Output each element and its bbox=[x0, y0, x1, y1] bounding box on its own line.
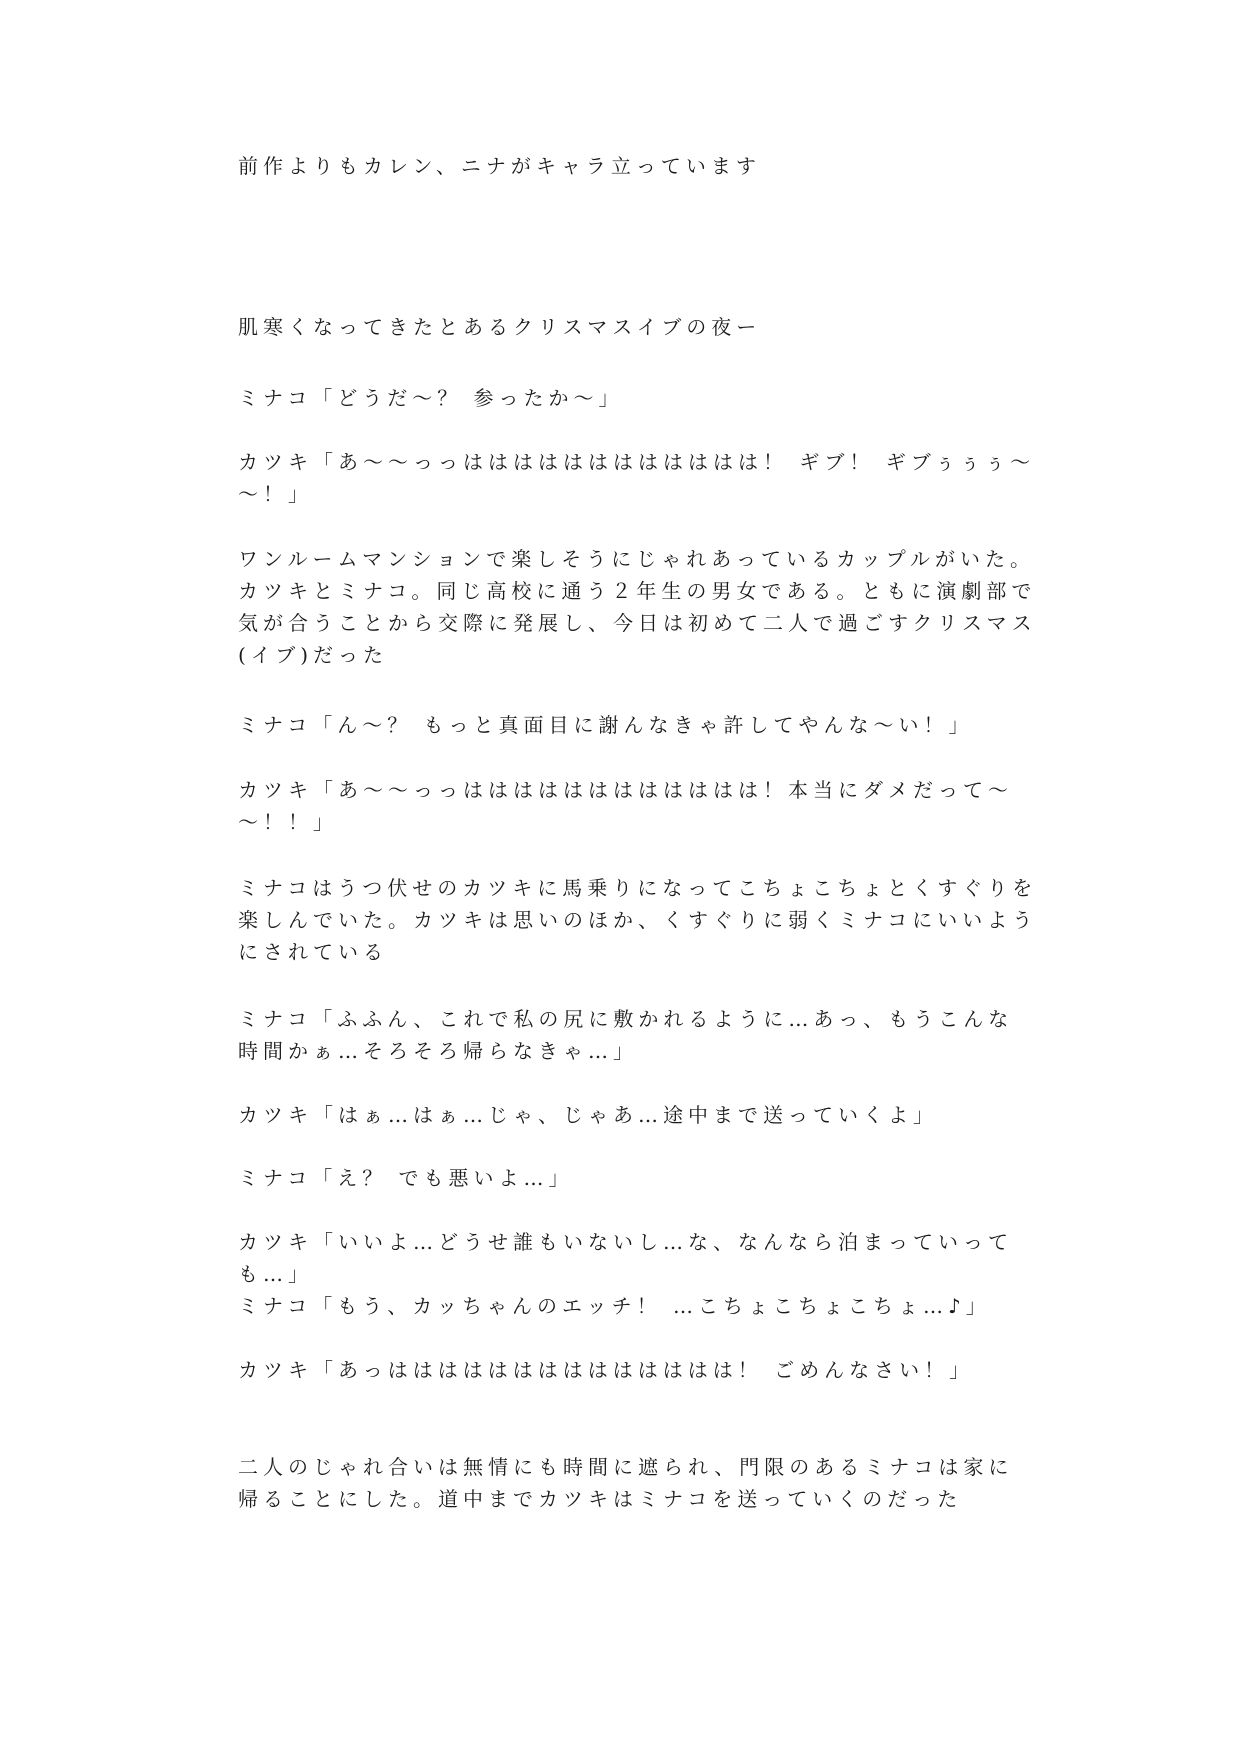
dialogue-line: ミナコ「もう、カッちゃんのエッチ！ …こちょこちょこちょ…♪」 bbox=[238, 1294, 991, 1318]
dialogue-line: ミナコ「ん～？ もっと真面目に謝んなきゃ許してやんな～い！」 bbox=[238, 713, 974, 737]
paragraph-scene-setting: 肌寒くなってきたとあるクリスマスイブの夜ー bbox=[238, 315, 762, 339]
dialogue-line: ミナコ「ふふん、これで私の尻に敷かれるように…あっ、もうこんな時間かぁ…そろそろ帰らなきゃ…」 bbox=[238, 1007, 1014, 1063]
dialogue-line: カツキ「あっはははははははははははははは！ ごめんなさい！」 bbox=[238, 1358, 975, 1382]
narration-paragraph: ワンルームマンションで楽しそうにじゃれあっているカップルがいた。カツキとミナコ。同じ高校に通う２年生の男女である。ともに演劇部で気が合うことから交際に発展し、今日は初めて二人で過ごすクリスマス(イブ)だった bbox=[238, 547, 1037, 667]
paragraph-intro-note: 前作よりもカレン、ニナがキャラ立っています bbox=[238, 154, 761, 178]
narration-paragraph: ミナコはうつ伏せのカツキに馬乗りになってこちょこちょとくすぐりを楽しんでいた。カツキは思いのほか、くすぐりに弱くミナコにいいようにされている bbox=[238, 876, 1038, 964]
dialogue-line: カツキ「あ～～っっはははははははははははは！本当にダメだって～～！！」 bbox=[238, 778, 1013, 834]
dialogue-line: カツキ「はぁ…はぁ…じゃ、じゃあ…途中まで送っていくよ」 bbox=[238, 1103, 938, 1127]
dialogue-line: カツキ「あ～～っっはははははははははははは！ ギブ！ ギブぅぅぅ～～！」 bbox=[238, 450, 1036, 506]
narration-paragraph: 二人のじゃれ合いは無情にも時間に遮られ、門限のあるミナコは家に帰ることにした。道中までカツキはミナコを送っていくのだった bbox=[238, 1455, 1014, 1511]
dialogue-line: カツキ「いいよ…どうせ誰もいないし…な、なんなら泊まっていっても…」 bbox=[238, 1230, 1013, 1286]
dialogue-line: ミナコ「どうだ～？ 参ったか～」 bbox=[238, 386, 624, 410]
dialogue-line: ミナコ「え？ でも悪いよ…」 bbox=[238, 1166, 574, 1190]
